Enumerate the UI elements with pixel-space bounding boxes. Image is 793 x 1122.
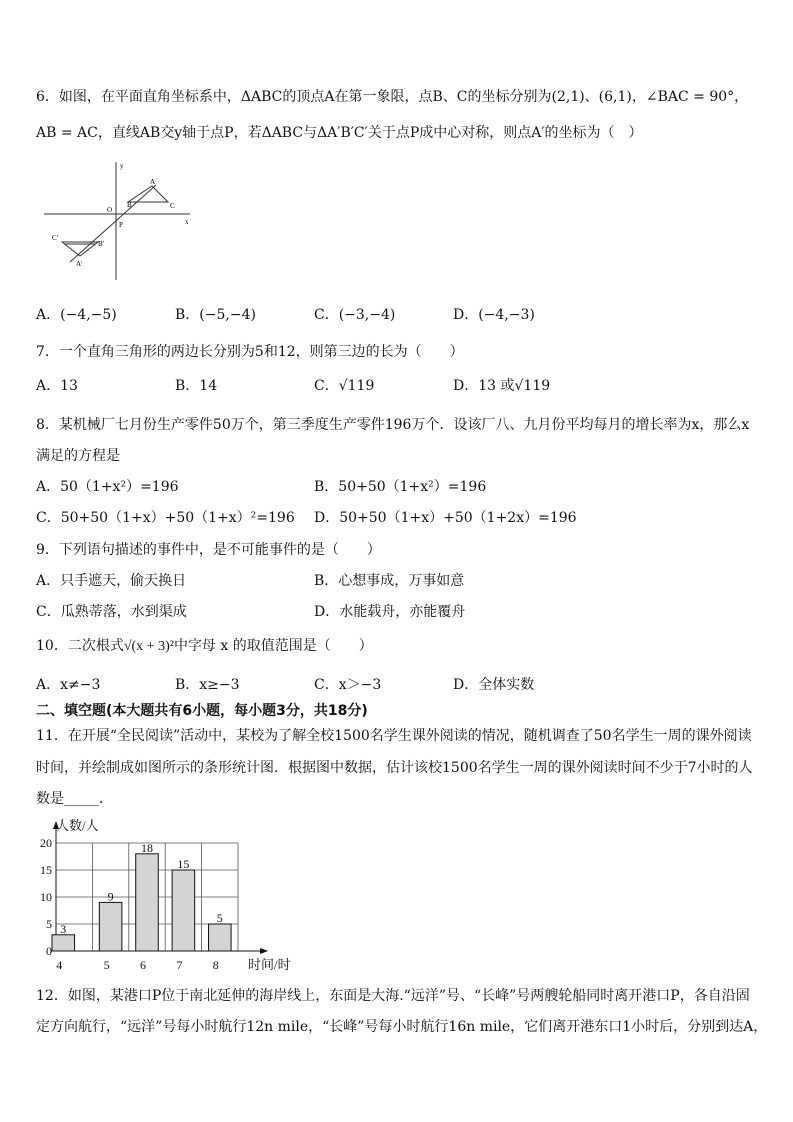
q9-stem: 9．下列语句描述的事件中，是不可能事件的是（ ） [36,542,381,558]
y-tick-label: 20 [40,836,52,850]
q10-radical: √(x + 3)² [123,639,174,654]
q12-stem-line1: 12．如图，某港口P位于南北延伸的海岸线上，东面是大海.“远洋”号、“长峰”号两艘轮船同时离开港口P，各自沿固 [36,988,750,1004]
q11-stem-line3: 数是_____． [36,791,113,807]
q6-option-d: D．(−4,−3) [453,307,535,323]
q9-option-b: B．心想事成，万事如意 [314,573,465,589]
bar [52,935,75,951]
q6-stem-line1: 6．如图，在平面直角坐标系中，ΔABC的顶点A在第一象限，点B、C的坐标分别为(2,1)、(6,1)，∠BAC = 90°， [36,89,749,105]
q9-option-c: C．瓜熟蒂落，水到渠成 [36,604,187,620]
q10-option-d: D．全体实数 [453,677,535,693]
fig-label-b-prime: B′ [98,240,105,248]
q6-coordinate-figure [40,158,200,286]
reading-time-bar-chart [30,816,291,976]
q6-option-b: B．(−5,−4) [175,307,256,323]
fig-label-o: O [107,206,113,214]
q7-stem: 7．一个直角三角形的两边长分别为5和12，则第三边的长为（ ） [36,344,464,360]
q10-stem-suffix: 中字母 x 的取值范围是（ ） [173,638,373,654]
bar [209,924,232,951]
q6-stem-line2: AB = AC，直线AB交y轴于点P，若ΔABC与ΔA′B′C′关于点P成中心对称，则点A′的坐标为（ ） [36,125,643,141]
bar [172,870,195,951]
fig-label-x: x [185,218,189,226]
q12-stem-line2: 定方向航行，“远洋”号每小时航行12n mile，“长峰”号每小时航行16n mile，它们离开港东口1小时后，分别到达A， [36,1019,768,1035]
q11-stem-line1: 11．在开展“全民阅读”活动中，某校为了解全校1500名学生课外阅读的情况，随机调查了50名学生一周的课外阅读 [36,728,752,744]
q7-option-a: A．13 [36,378,78,394]
bar-value-label: 3 [60,921,67,936]
q10-stem [36,637,373,656]
q8-stem-line1: 8．某机械厂七月份生产零件50万个，第三季度生产零件196万个．设该厂八、九月份平均每月的增长率为x，那么x [36,417,750,433]
bar [136,854,159,951]
fig-label-b: B [127,201,132,209]
q7-option-b: B．14 [175,378,218,394]
x-axis-label: 时间/时 [248,957,291,972]
bar-value-label: 9 [107,889,114,904]
q7-option-c: C．√119 [314,378,375,394]
fig-label-a: A [150,178,156,186]
x-tick-label: 6 [140,958,146,972]
q10-stem-prefix: 10．二次根式 [36,638,124,654]
fig-label-y: y [120,162,124,170]
fig-label-c-prime: C′ [52,234,59,242]
q8-option-a: A．50（1+x²）=196 [36,479,179,495]
x-tick-label: 7 [176,958,183,972]
q8-stem-line2: 满足的方程是 [36,448,120,464]
q6-option-c: C．(−3,−4) [314,307,396,323]
x-tick-label: 4 [56,958,63,972]
q9-option-a: A．只手遮天，偷天换日 [36,573,187,589]
q8-option-b: B．50+50（1+x²）=196 [314,479,487,495]
q10-option-a: A．x≠−3 [36,677,101,693]
y-tick-label: 5 [46,917,52,931]
fig-label-a-prime: A′ [76,260,83,268]
q9-option-d: D．水能载舟，亦能覆舟 [314,604,466,620]
y-tick-label: 15 [40,863,52,877]
q7-option-d: D．13 或√119 [453,378,551,394]
bar-value-label: 15 [177,857,190,871]
bar-value-label: 18 [141,840,153,855]
fig-label-p: P [119,221,123,229]
x-axis-arrow [260,948,268,954]
q6-option-a: A．(−4,−5) [36,307,117,323]
y-tick-label: 10 [40,890,52,904]
fig-label-c: C [170,202,175,210]
y-tick-label: 0 [46,944,52,958]
x-tick-label: 8 [212,958,219,972]
x-tick-label: 5 [103,958,110,972]
bar-value-label: 5 [216,911,223,925]
q10-option-b: B．x≥−3 [175,677,240,693]
bar [99,902,122,951]
section-2-heading: 二、填空题(本大题共有6小题，每小题3分，共18分) [36,703,368,719]
q8-option-c: C．50+50（1+x）+50（1+x）²=196 [36,510,295,526]
q8-option-d: D．50+50（1+x）+50（1+2x）=196 [314,510,577,526]
y-axis-label: 人数/人 [56,818,99,833]
q10-option-c: C．x＞−3 [314,677,382,693]
q11-stem-line2: 时间，并绘制成如图所示的条形统计图．根据图中数据，估计该校1500名学生一周的课外阅读时间不少于7小时的人 [36,760,753,776]
